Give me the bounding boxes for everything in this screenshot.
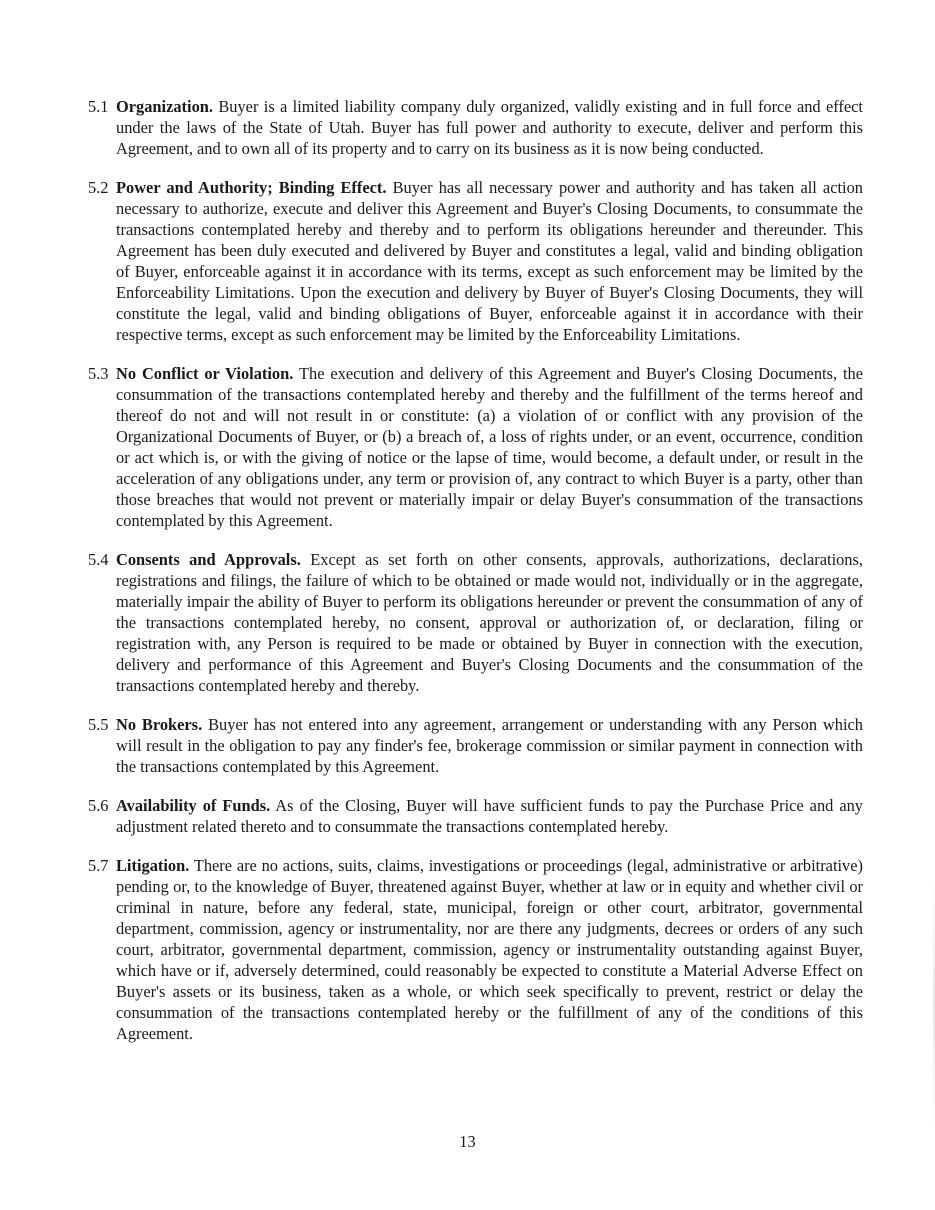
section-text: Buyer has all necessary power and authority and has taken all action necessary to authorize, execute and deliver this Agreement and Buyer's Closing Documents, to consummate the transactions contemplated hereby and thereby and to perform its obligations hereunder and thereunder. This Agreement has been duly executed and delivered by Buyer and constitutes a legal, valid and binding obligation of Buyer, enforceable against it in accordance with its terms, except as such enforcement may be limited by the Enforceability Limitations. Upon the execution and delivery by Buyer of Buyer's Closing Documents, they will constitute the legal, valid and binding obligations of Buyer, enforceable against it in accordance with their respective terms, except as such enforcement may be limited by the Enforceability Limitations. <box>116 178 863 344</box>
section-text: The execution and delivery of this Agreement and Buyer's Closing Documents, the consummation of the transactions contemplated hereby and thereby and the fulfillment of the terms hereof and thereof do not and will not result in or constitute: (a) a violation of or conflict with any provision of the Organizational Documents of Buyer, or (b) a breach of, a loss of rights under, or an event, occurrence, condition or act which is, or with the giving of notice or the lapse of time, would become, a default under, or result in the acceleration of any obligations under, any term or provision of, any contract to which Buyer is a party, other than those breaches that would not prevent or materially impair or delay Buyer's consummation of the transactions contemplated by this Agreement. <box>116 364 864 530</box>
section-number: 5.4 <box>88 550 109 569</box>
section-number: 5.6 <box>88 796 109 815</box>
section-title: Power and Authority; Binding Effect. <box>116 178 387 197</box>
section-5-5 <box>88 714 863 777</box>
section-title: No Brokers. <box>116 715 203 734</box>
section-number: 5.3 <box>88 364 109 383</box>
section-title: No Conflict or Violation. <box>116 364 294 383</box>
section-list <box>88 96 863 1062</box>
section-5-1 <box>88 96 863 159</box>
section-text: There are no actions, suits, claims, investigations or proceedings (legal, administrative or arbitrative) pending or, to the knowledge of Buyer, threatened against Buyer, whether at law or in equity and whether civil or criminal in nature, before any federal, state, municipal, foreign or other court, arbitrator, governmental department, commission, agency or instrumentality, nor are there any judgments, decrees or orders of any such court, arbitrator, governmental department, commission, agency or instrumentality outstanding against Buyer, which have or if, adversely determined, could reasonably be expected to constitute a Material Adverse Effect on Buyer's assets or its business, taken as a whole, or which seek specifically to prevent, restrict or delay the consummation of the transactions contemplated hereby or the fulfillment of any of the conditions of this Agreement. <box>116 856 863 1043</box>
page-number: 13 <box>459 1132 476 1151</box>
section-title: Organization. <box>116 97 213 116</box>
section-text: Except as set forth on other consents, approvals, authorizations, declarations, registrations and filings, the failure of which to be obtained or made would not, individually or in the aggregate, materially impair the ability of Buyer to perform its obligations hereunder or prevent the consummation of any of the transactions contemplated hereby, no consent, approval or authorization of, or declaration, filing or registration with, any Person is required to be made or obtained by Buyer in connection with the execution, delivery and performance of this Agreement and Buyer's Closing Documents and the consummation of the transactions contemplated hereby and thereby. <box>116 550 863 695</box>
section-number: 5.1 <box>88 97 109 116</box>
section-number: 5.7 <box>88 856 109 875</box>
section-title: Consents and Approvals. <box>116 550 301 569</box>
section-5-4 <box>88 549 863 696</box>
section-text: Buyer is a limited liability company duly organized, validly existing and in full force and effect under the laws of the State of Utah. Buyer has full power and authority to execute, deliver and perform this Agreement, and to own all of its property and to carry on its business as it is now being conducted. <box>116 97 863 158</box>
section-number: 5.2 <box>88 178 109 197</box>
section-5-2 <box>88 177 863 345</box>
section-text: As of the Closing, Buyer will have sufficient funds to pay the Purchase Price and any adjustment related thereto and to consummate the transactions contemplated hereby. <box>116 796 863 836</box>
section-number: 5.5 <box>88 715 109 734</box>
section-5-7 <box>88 855 863 1044</box>
section-text: Buyer has not entered into any agreement, arrangement or understanding with any Person which will result in the obligation to pay any finder's fee, brokerage commission or similar payment in connection with the transactions contemplated by this Agreement. <box>116 715 863 776</box>
section-title: Availability of Funds. <box>116 796 271 815</box>
section-5-3 <box>88 363 863 531</box>
section-5-6 <box>88 795 863 837</box>
section-title: Litigation. <box>116 856 190 875</box>
